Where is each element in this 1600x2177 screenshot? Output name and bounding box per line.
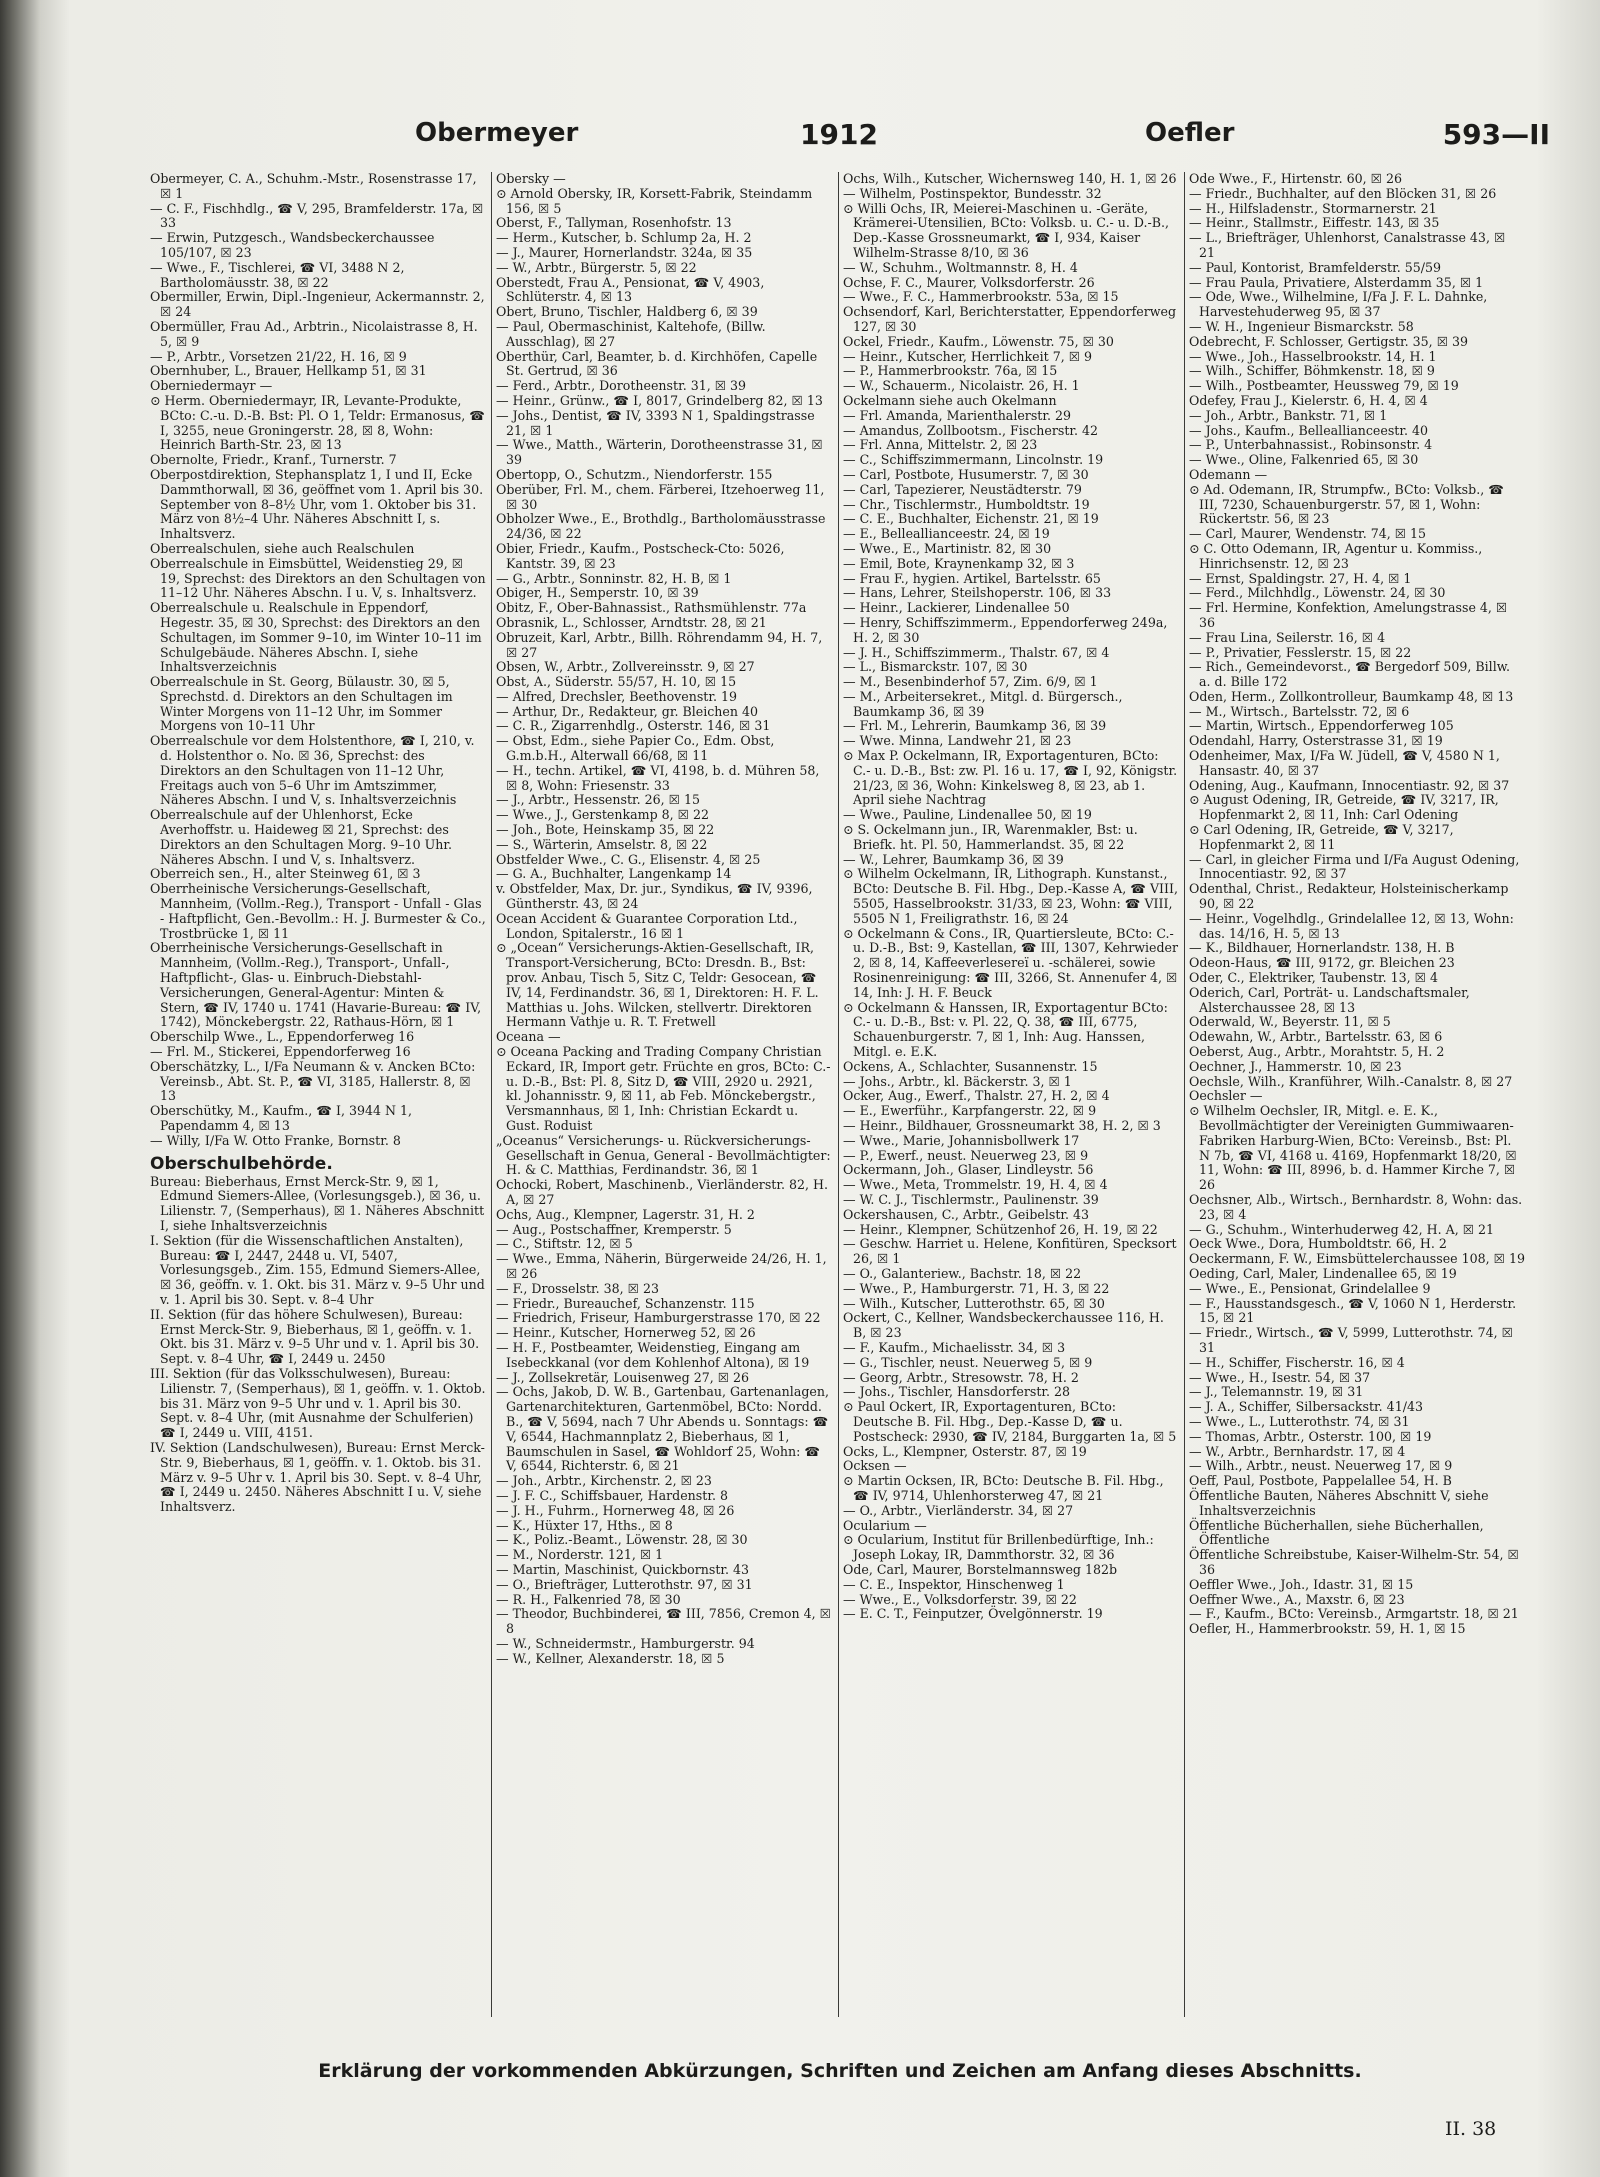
- directory-entry: — Joh., Arbtr., Bankstr. 71, ☒ 1: [1189, 407, 1388, 423]
- directory-entry: Oeffler Wwe., Joh., Idastr. 31, ☒ 15: [1189, 1576, 1414, 1592]
- directory-entry: Ochs, Wilh., Kutscher, Wichernsweg 140, H. 1, ☒ 26: [843, 172, 1177, 186]
- directory-entry: — M., Norderstr. 121, ☒ 1: [496, 1547, 664, 1563]
- directory-entry: — Wwe., F., Tischlerei, ☎ VI, 3488 N 2, Bartholomäusstr. 38, ☒ 22: [150, 259, 405, 290]
- directory-entry: — Georg, Arbtr., Stresowstr. 78, H. 2: [843, 1369, 1079, 1385]
- directory-entry: — C., Stiftstr. 12, ☒ 5: [496, 1236, 633, 1252]
- directory-entry: Odebrecht, F. Schlosser, Gertigstr. 35, ☒ 39: [1189, 333, 1469, 349]
- directory-entry: Obermiller, Erwin, Dipl.-Ingenieur, Ackermannstr. 2, ☒ 24: [150, 289, 485, 320]
- directory-entry: — Wwe., J., Gerstenkamp 8, ☒ 22: [496, 807, 709, 823]
- page-header: [400, 118, 1550, 158]
- directory-entry: — Wwe., F. C., Hammerbrookstr. 53a, ☒ 15: [843, 289, 1119, 305]
- directory-entry: — J. A., Schiffer, Silbersackstr. 41/43: [1189, 1399, 1423, 1415]
- directory-entry: — Herm., Kutscher, b. Schlump 2a, H. 2: [496, 230, 752, 246]
- directory-entry: Odefey, Frau J., Kielerstr. 6, H. 4, ☒ 4: [1189, 392, 1428, 408]
- directory-entry: — Frl. Anna, Mittelstr. 2, ☒ 23: [843, 437, 1038, 453]
- directory-entry: Oberrealschule u. Realschule in Eppendorf, Hegestr. 35, ☒ 30, Sprechst: des Direktors an den Schultagen, im Sommer 9–10, im Winter 10–11 im Schulgebäude. Näheres Abschn. I, siehe Inhaltsverzeichnis: [150, 600, 482, 675]
- directory-entry: Oefler, H., Hammerbrookstr. 59, H. 1, ☒ 15: [1189, 1621, 1466, 1637]
- directory-entry: — W. H., Ingenieur Bismarckstr. 58: [1189, 318, 1414, 334]
- directory-entry: Oeding, Carl, Maler, Lindenallee 65, ☒ 19: [1189, 1265, 1457, 1281]
- directory-entry: Oderwald, W., Beyerstr. 11, ☒ 5: [1189, 1014, 1391, 1030]
- directory-entry: — E. C. T., Feinputzer, Övelgönnerstr. 19: [843, 1606, 1103, 1622]
- directory-entry: — H., Hilfsladenstr., Stormarnerstr. 21: [1189, 200, 1437, 216]
- directory-entry: ⊙ Wilhelm Oechsler, IR, Mitgl. e. E. K., Bevollmächtigter der Vereinigten Gummiwaaren-Fabriken Harburg-Wien, BCto: Vereinsb., Bst: Pl. N 7b, ☎ VI, 4168 u. 4169, Hopfenmarkt 18/20, ☒ 11, Wohn: ☎ III, 8996, b. d. Hammer Kirche 7, ☒ 26: [1189, 1103, 1517, 1193]
- directory-entry: — Johs., Arbtr., kl. Bäckerstr. 3, ☒ 1: [843, 1073, 1072, 1089]
- directory-entry: — Wwe., P., Hamburgerstr. 71, H. 3, ☒ 22: [843, 1280, 1110, 1296]
- directory-entry: Ochse, F. C., Maurer, Volksdorferstr. 26: [843, 274, 1095, 290]
- directory-entry: — P., Ewerf., neust. Neuerweg 23, ☒ 9: [843, 1147, 1089, 1163]
- directory-entry: — K., Hüxter 17, Hths., ☒ 8: [496, 1517, 673, 1533]
- directory-entry: — Carl, Tapezierer, Neustädterstr. 79: [843, 481, 1082, 497]
- directory-entry: — Wwe., Joh., Hasselbrookstr. 14, H. 1: [1189, 348, 1437, 364]
- directory-entry: — Frau F., hygien. Artikel, Bartelsstr. 65: [843, 570, 1101, 586]
- directory-entry: — Friedrich, Friseur, Hamburgerstrasse 170, ☒ 22: [496, 1310, 821, 1326]
- directory-entry: — J. H., Schiffszimmerm., Thalstr. 67, ☒ 4: [843, 644, 1110, 660]
- directory-entry: Ode Wwe., F., Hirtenstr. 60, ☒ 26: [1189, 172, 1402, 186]
- column-rule: [838, 172, 839, 2017]
- directory-entry: — Johs., Tischler, Hansdorferstr. 28: [843, 1384, 1071, 1400]
- directory-entry: — Wilh., Kutscher, Lutterothstr. 65, ☒ 30: [843, 1295, 1105, 1311]
- directory-entry: — J., Telemannstr. 19, ☒ 31: [1189, 1384, 1364, 1400]
- directory-entry: — E., Belleallianceestr. 24, ☒ 19: [843, 526, 1050, 542]
- header-year: 1912: [800, 118, 878, 151]
- directory-entry: — Wilh., Postbeamter, Heussweg 79, ☒ 19: [1189, 378, 1459, 394]
- directory-entry: — S., Wärterin, Amselstr. 8, ☒ 22: [496, 836, 708, 852]
- directory-entry: — Wwe., Matth., Wärterin, Dorotheenstrasse 31, ☒ 39: [496, 437, 823, 468]
- directory-entry: — Alfred, Drechsler, Beethovenstr. 19: [496, 688, 738, 704]
- directory-entry: ⊙ Willi Ochs, IR, Meierei-Maschinen u. -Geräte, Krämerei-Utensilien, BCto: Volksb. u. C.- u. D.-B., Dep.-Kasse Grossneumarkt, ☎ I, 934, Kaiser Wilhelm-Strasse 8/10, ☒ 36: [843, 200, 1170, 260]
- directory-entry: Oberstedt, Frau A., Pensionat, ☎ V, 4903, Schlüterstr. 4, ☒ 13: [496, 274, 765, 305]
- directory-entry: — R. H., Falkenried 78, ☒ 30: [496, 1591, 681, 1607]
- directory-entry: — Ernst, Spaldingstr. 27, H. 4, ☒ 1: [1189, 570, 1412, 586]
- directory-entry: — Carl, Maurer, Wendenstr. 74, ☒ 15: [1189, 526, 1427, 542]
- directory-entry: ⊙ „Ocean“ Versicherungs-Aktien-Gesellschaft, IR, Transport-Versicherung, BCto: Dresdn. B., Bst: prov. Anbau, Tisch 5, Sitz C, Teldr: Gesocean, ☎ IV, 14, Ferdinandstr. 36, ☒ 1, Direktoren: H. F. L. Matthias u. Johs. Wilcken, stellvertr. Direktoren Hermann Vathje u. R. T. Fretwell: [496, 940, 819, 1030]
- abbreviation-note: Erklärung der vorkommenden Abkürzungen, Schriften und Zeichen am Anfang dieses Abschnitts.: [318, 2060, 1362, 2082]
- directory-entry: — W., Arbtr., Bernhardstr. 17, ☒ 4: [1189, 1443, 1406, 1459]
- directory-entry: v. Obstfelder, Max, Dr. jur., Syndikus, ☎ IV, 9396, Güntherstr. 43, ☒ 24: [496, 881, 813, 912]
- directory-entry: — Wwe., L., Lutterothstr. 74, ☒ 31: [1189, 1413, 1410, 1429]
- directory-entry: — Heinr., Kutscher, Hornerweg 52, ☒ 26: [496, 1325, 756, 1341]
- directory-entry: — W., Schneidermstr., Hamburgerstr. 94: [496, 1635, 755, 1651]
- directory-entry: ⊙ C. Otto Odemann, IR, Agentur u. Kommiss., Hinrichsenstr. 12, ☒ 23: [1189, 540, 1483, 571]
- directory-entry: Oberrealschulen, siehe auch Realschulen: [150, 540, 415, 556]
- directory-entry: Oberthür, Carl, Beamter, b. d. Kirchhöfen, Capelle St. Gertrud, ☒ 36: [496, 348, 818, 379]
- directory-entry: Oberrealschule vor dem Holstenthore, ☎ I, 210, v. d. Holstenthor o. No. ☒ 36, Sprechst: des Direktors an den Schultagen von 11–12 Uhr, Freitags auch von 5–6 Uhr im Amtszimmer, Näheres Abschn. I und V, s. Inhaltsverzeichnis: [150, 733, 475, 808]
- directory-entry: Oeff, Paul, Postbote, Pappelallee 54, H. B: [1189, 1473, 1452, 1489]
- directory-entry: Obermüller, Frau Ad., Arbtrin., Nicolaistrasse 8, H. 5, ☒ 9: [150, 318, 478, 349]
- column-4: [1189, 172, 1525, 2017]
- directory-entry: Oeffner Wwe., A., Maxstr. 6, ☒ 23: [1189, 1591, 1405, 1607]
- directory-entry: — Frl. M., Stickerei, Eppendorferweg 16: [150, 1044, 411, 1060]
- page-number: 593—II: [1442, 118, 1550, 151]
- directory-entry: — Henry, Schiffszimmerm., Eppendorferweg 249a, H. 2, ☒ 30: [843, 614, 1168, 645]
- directory-entry: — Wwe., Oline, Falkenried 65, ☒ 30: [1189, 452, 1419, 468]
- directory-entry: Oder, C., Elektriker, Taubenstr. 13, ☒ 4: [1189, 970, 1438, 986]
- directory-entry: Oechsler —: [1189, 1088, 1263, 1104]
- directory-entry: — Joh., Arbtr., Kirchenstr. 2, ☒ 23: [496, 1473, 712, 1489]
- directory-entry: Bureau: Bieberhaus, Ernst Merck-Str. 9, ☒ 1, Edmund Siemers-Allee, (Vorlesungsgeb.), ☒ 36, u. Lilienstr. 7, (Semperhaus), ☒ 1. Näheres Abschnitt I, siehe Inhaltsverzeichnis: [150, 1173, 485, 1233]
- directory-entry: — G., Tischler, neust. Neuerweg 5, ☒ 9: [843, 1354, 1093, 1370]
- directory-entry: — Frl. Amanda, Marienthalerstr. 29: [843, 407, 1072, 423]
- sheet-signature: II. 38: [1445, 2118, 1497, 2140]
- directory-entry: Oberrheinische Versicherungs-Gesellschaft, Mannheim, (Vollm.-Reg.), Transport - Unfall - Glas - Haftpflicht, Gen.-Bevollm.: H. J. Burmester & Co., Trostbrücke 1, ☒ 11: [150, 881, 486, 941]
- directory-entry: — P., Unterbahnassist., Robinsonstr. 4: [1189, 437, 1433, 453]
- column-3: [843, 172, 1179, 2017]
- directory-entry: — C., Schiffszimmermann, Lincolnstr. 19: [843, 452, 1104, 468]
- directory-entry: — Frl. M., Lehrerin, Baumkamp 36, ☒ 39: [843, 718, 1107, 734]
- directory-entry: — Arthur, Dr., Redakteur, gr. Bleichen 40: [496, 703, 759, 719]
- directory-entry: — C. E., Buchhalter, Eichenstr. 21, ☒ 19: [843, 511, 1099, 527]
- directory-entry: — P., Privatier, Fesslerstr. 15, ☒ 22: [1189, 644, 1412, 660]
- directory-entry: ⊙ Martin Ocksen, IR, BCto: Deutsche B. Fil. Hbg., ☎ IV, 9714, Uhlenhorsterweg 47, ☒ 21: [843, 1473, 1164, 1503]
- directory-entry: Oberrealschule in Eimsbüttel, Weidenstieg 29, ☒ 19, Sprechst: des Direktors an den Schultagen von 11–12 Uhr. Näheres Abschn. I u. V, s. Inhaltsverz.: [150, 555, 486, 601]
- directory-entry: — Erwin, Putzgesch., Wandsbeckerchaussee 105/107, ☒ 23: [150, 230, 435, 260]
- directory-entry: Oden, Herm., Zollkontrolleur, Baumkamp 48, ☒ 13: [1189, 688, 1514, 704]
- directory-entry: — L., Bismarckstr. 107, ☒ 30: [843, 659, 1028, 675]
- directory-entry: Oberrealschule in St. Georg, Bülaustr. 30, ☒ 5, Sprechstd. d. Direktors an den Schultagen im Winter Morgens von 11–12 Uhr, im Sommer Morgens von 10–11 Uhr: [150, 674, 453, 734]
- directory-entry: Obst, A., Süderstr. 55/57, H. 10, ☒ 15: [496, 674, 737, 690]
- directory-entry: — Heinr., Stallmstr., Eiffestr. 143, ☒ 35: [1189, 215, 1440, 231]
- directory-entry: — Carl, Postbote, Husumerstr. 7, ☒ 30: [843, 466, 1089, 482]
- directory-entry: Oberreich sen., H., alter Steinweg 61, ☒ 3: [150, 866, 421, 882]
- directory-entry: Oberschätzky, L., I/Fa Neumann & v. Ancken BCto: Vereinsb., Abt. St. P., ☎ VI, 3185, Hallerstr. 8, ☒ 13: [150, 1058, 476, 1104]
- directory-entry: — Chr., Tischlermstr., Humboldtstr. 19: [843, 496, 1090, 512]
- directory-entry: ⊙ Carl Odening, IR, Getreide, ☎ V, 3217, Hopfenmarkt 2, ☒ 11: [1189, 822, 1454, 852]
- directory-entry: ⊙ Oceana Packing and Trading Company Christian Eckard, IR, Import getr. Früchte en gros, BCto: C.- u. D.-B., Bst: Pl. 8, Sitz D, ☎ VIII, 2920 u. 2921, kl. Johannisstr. 9, ☒ 11, ab Feb. Mönckebergstr., Versmannhaus, ☒ 1, Inh: Christian Eckardt u. Gust. Roduist: [496, 1044, 831, 1133]
- directory-entry: — Frl. Hermine, Konfektion, Amelungstrasse 4, ☒ 36: [1189, 600, 1508, 630]
- directory-entry: — Paul, Kontorist, Bramfelderstr. 55/59: [1189, 259, 1442, 275]
- directory-entry: — W., Schauerm., Nicolaistr. 26, H. 1: [843, 378, 1080, 394]
- directory-entry: ⊙ Ockelmann & Cons., IR, Quartiersleute, BCto: C.- u. D.-B., Bst: 9, Kastellan, ☎ III, 1307, Kehrwieder 2, ☒ 8, 14, Kaffeeverlesereï u. -schälerei, sowie Rosinenreinigung: ☎ III, 3266, St. Annenufer 4, ☒ 14, Inh: J. H. F. Beuck: [843, 925, 1179, 1000]
- directory-entry: — Heinr., Klempner, Schützenhof 26, H. 19, ☒ 22: [843, 1221, 1158, 1237]
- directory-entry: Öffentliche Schreibstube, Kaiser-Wilhelm-Str. 54, ☒ 36: [1189, 1547, 1519, 1577]
- directory-entry: — O., Briefträger, Lutterothstr. 97, ☒ 31: [496, 1576, 753, 1592]
- directory-entry: — F., Hausstandsgesch., ☎ V, 1060 N 1, Herderstr. 15, ☒ 21: [1189, 1295, 1517, 1326]
- directory-entry: ⊙ Wilhelm Ockelmann, IR, Lithograph. Kunstanst., BCto: Deutsche B. Fil. Hbg., Dep.-Kasse A, ☎ VIII, 5505, Hasselbrookstr. 31/33, ☒ 23, Wohn: ☎ VIII, 5505 N 1, Freiligrathstr. 16, ☒ 24: [843, 866, 1178, 926]
- directory-entry: ⊙ August Odening, IR, Getreide, ☎ IV, 3217, IR, Hopfenmarkt 2, ☒ 11, Inh: Carl Odening: [1189, 792, 1499, 823]
- column-rule: [1184, 172, 1185, 2017]
- directory-entry: — J. H., Fuhrm., Hornerweg 48, ☒ 26: [496, 1502, 735, 1518]
- directory-entry: — Heinr., Vogelhdlg., Grindelallee 12, ☒ 13, Wohn: das. 14/16, H. 5, ☒ 13: [1189, 910, 1514, 941]
- directory-entry: — Ferd., Milchhdlg., Löwenstr. 24, ☒ 30: [1189, 585, 1446, 601]
- directory-entry: — Emil, Bote, Kraynenkamp 32, ☒ 3: [843, 555, 1075, 571]
- directory-entry: Oberschulbehörde.: [150, 1153, 333, 1174]
- directory-entry: Obernhuber, L., Brauer, Hellkamp 51, ☒ 31: [150, 363, 427, 379]
- directory-entry: — Wilh., Arbtr., neust. Neuerweg 17, ☒ 9: [1189, 1458, 1453, 1474]
- directory-entry: — Johs., Kaufm., Belleallianceestr. 40: [1189, 422, 1429, 438]
- directory-entry: Ockermann, Joh., Glaser, Lindleystr. 56: [843, 1162, 1094, 1178]
- directory-entry: — H., techn. Artikel, ☎ VI, 4198, b. d. Mühren 58, ☒ 8, Wohn: Friesenstr. 33: [496, 762, 820, 793]
- directory-entry: — Theodor, Buchbinderei, ☎ III, 7856, Cremon 4, ☒ 8: [496, 1606, 831, 1637]
- directory-entry: — F., Kaufm., Michaelisstr. 34, ☒ 3: [843, 1339, 1066, 1355]
- directory-entry: — P., Hammerbrookstr. 76a, ☒ 15: [843, 363, 1058, 379]
- directory-entry: III. Sektion (für das Volksschulwesen), Bureau: Lilienstr. 7, (Semperhaus), ☒ 1, geöffn. v. 1. Oktob. bis 31. März von 9–5 Uhr und v. 1. April bis 30. Sept. v. 8–4 Uhr, (mit Ausnahme der Schulferien) ☎ I, 2449 u. VIII, 4151.: [150, 1365, 486, 1441]
- directory-entry: — C. F., Fischhdlg., ☎ V, 295, Bramfelderstr. 17a, ☒ 33: [150, 200, 484, 231]
- directory-entry: Öffentliche Bücherhallen, siehe Bücherhallen, Öffentliche: [1189, 1517, 1484, 1548]
- directory-entry: Oceana —: [496, 1029, 561, 1045]
- directory-entry: Obier, Friedr., Kaufm., Postscheck-Cto: 5026, Kantstr. 39, ☒ 23: [496, 540, 785, 571]
- directory-entry: II. Sektion (für das höhere Schulwesen), Bureau: Ernst Merck-Str. 9, Bieberhaus, ☒ 1, geöffn. v. 1. Okt. bis 31. März v. 9–5 Uhr und v. 1. April bis 30. Sept. v. 8–4 Uhr, ☎ I, 2449 u. 2450: [150, 1306, 480, 1367]
- directory-entry: IV. Sektion (Landschulwesen), Bureau: Ernst Merck-Str. 9, Bieberhaus, ☒ 1, geöffn. v. 1. Oktob. bis 31. März v. 9–5 Uhr v. 1. April bis 30. Sept. v. 8–4 Uhr, ☎ I, 2449 u. 2450. Näheres Abschnitt I u. V, siehe Inhaltsverz.: [150, 1439, 485, 1515]
- directory-entry: — F., Drosselstr. 38, ☒ 23: [496, 1280, 660, 1296]
- directory-entry: Ockelmann siehe auch Okelmann: [843, 392, 1057, 408]
- directory-entry: Ode, Carl, Maurer, Borstelmannsweg 182b: [843, 1561, 1118, 1577]
- directory-entry: Öffentliche Bauten, Näheres Abschnitt V, siehe Inhaltsverzeichnis: [1189, 1487, 1489, 1518]
- directory-entry: Oberüber, Frl. M., chem. Färberei, Itzehoerweg 11, ☒ 30: [496, 481, 825, 512]
- directory-entry: — Johs., Dentist, ☎ IV, 3393 N 1, Spaldingstrasse 21, ☒ 1: [496, 407, 815, 438]
- directory-entry: ⊙ Max P. Ockelmann, IR, Exportagenturen, BCto: C.- u. D.-B., Bst: zw. Pl. 16 u. 17, ☎ I, 92, Königstr. 21/23, ☒ 36, Wohn: Kinkelsweg 8, ☒ 23, ab 1. April siehe Nachtrag: [843, 748, 1178, 808]
- directory-entry: — M., Besenbinderhof 57, Zim. 6/9, ☒ 1: [843, 674, 1098, 690]
- directory-entry: Odenthal, Christ., Redakteur, Holsteinischerkamp 90, ☒ 22: [1189, 881, 1509, 912]
- directory-entry: — K., Bildhauer, Hornerlandstr. 138, H. B: [1189, 940, 1455, 956]
- directory-entry: Oberrealschule auf der Uhlenhorst, Ecke Averhoffstr. u. Haideweg ☒ 21, Sprechst: des Direktors an den Schultagen Morg. 9–10 Uhr. Näheres Abschn. I und V, s. Inhaltsverz.: [150, 807, 453, 867]
- directory-entry: Obruzeit, Karl, Arbtr., Billh. Röhrendamm 94, H. 7, ☒ 27: [496, 629, 823, 660]
- directory-entry: — Heinr., Bildhauer, Grossneumarkt 38, H. 2, ☒ 3: [843, 1118, 1161, 1133]
- directory-entry: — H., Schiffer, Fischerstr. 16, ☒ 4: [1189, 1354, 1405, 1370]
- directory-entry: ⊙ Ockelmann & Hanssen, IR, Exportagentur BCto: C.- u. D.-B., Bst: v. Pl. 22, Q. 38, ☎ III, 6775, Schauenburgerstr. 7, ☒ 1, Inh: Aug. Hanssen, Mitgl. e. E.K.: [843, 999, 1168, 1060]
- directory-entry: Obiger, H., Semperstr. 10, ☒ 39: [496, 585, 699, 601]
- directory-entry: Oberrheinische Versicherungs-Gesellschaft in Mannheim, (Vollm.-Reg.), Transport-, Unfall-, Haftpflicht-, Glas- u. Einbruch-Diebstahl-Versicherungen, General-Agentur: Minten & Stern, ☎ IV, 1740 u. 1741 (Havarie-Bureau: ☎ IV, 1742), Mönckebergstr. 22, Rathaus-Hörn, ☒ 1: [150, 940, 482, 1030]
- directory-entry: Ockershausen, C., Arbtr., Geibelstr. 43: [843, 1206, 1090, 1222]
- directory-entry: Obersky —: [496, 172, 566, 186]
- directory-entry: Ochsendorf, Karl, Berichterstatter, Eppendorferweg 127, ☒ 30: [843, 304, 1177, 334]
- directory-entry: Ockel, Friedr., Kaufm., Löwenstr. 75, ☒ 30: [843, 333, 1114, 349]
- directory-entry: Oeberst, Aug., Arbtr., Morahtstr. 5, H. 2: [1189, 1044, 1445, 1060]
- directory-entry: Obitz, F., Ober-Bahnassist., Rathsmühlenstr. 77a: [496, 600, 807, 616]
- directory-entry: — Ferd., Arbtr., Dorotheenstr. 31, ☒ 39: [496, 378, 747, 394]
- directory-entry: — Wwe., H., Isestr. 54, ☒ 37: [1189, 1369, 1371, 1385]
- directory-entry: Obermeyer, C. A., Schuhm.-Mstr., Rosenstrasse 17, ☒ 1: [150, 172, 477, 201]
- directory-entry: Ocker, Aug., Ewerf., Thalstr. 27, H. 2, ☒ 4: [843, 1088, 1110, 1104]
- directory-entry: — W., Arbtr., Bürgerstr. 5, ☒ 22: [496, 259, 697, 275]
- directory-entry: — M., Wirtsch., Bartelsstr. 72, ☒ 6: [1189, 703, 1410, 719]
- directory-entry: ⊙ Ad. Odemann, IR, Strumpfw., BCto: Volksb., ☎ III, 7230, Schauenburgerstr. 57, ☒ 1, Wohn: Rückertstr. 56, ☒ 23: [1189, 481, 1504, 527]
- directory-entry: — Heinr., Kutscher, Herrlichkeit 7, ☒ 9: [843, 348, 1093, 364]
- directory-entry: — Wilh., Schiffer, Böhmkenstr. 18, ☒ 9: [1189, 363, 1435, 379]
- directory-entry: — J. F. C., Schiffsbauer, Hardenstr. 8: [496, 1487, 728, 1503]
- directory-entry: Odenheimer, Max, I/Fa W. Jüdell, ☎ V, 4580 N 1, Hansastr. 40, ☒ 37: [1189, 748, 1500, 778]
- directory-entry: Oechsle, Wilh., Kranführer, Wilh.-Canalstr. 8, ☒ 27: [1189, 1073, 1513, 1089]
- directory-entry: Oechner, J., Hammerstr. 10, ☒ 23: [1189, 1058, 1402, 1074]
- directory-entry: — Heinr., Lackierer, Lindenallee 50: [843, 600, 1070, 616]
- directory-entry: — Frau Lina, Seilerstr. 16, ☒ 4: [1189, 629, 1386, 645]
- directory-entry: — Wwe., E., Volksdorferstr. 39, ☒ 22: [843, 1591, 1077, 1607]
- directory-entry: Ocean Accident & Guarantee Corporation Ltd., London, Spitalerstr., 16 ☒ 1: [496, 910, 798, 941]
- directory-entry: ⊙ Herm. Oberniedermayr, IR, Levante-Produkte, BCto: C.-u. D.-B. Bst: Pl. O 1, Teldr: Ermanosus, ☎ I, 3255, neue Groningerstr. 28, ☒ 8, Wohn: Heinrich Barth-Str. 23, ☒ 13: [150, 392, 485, 453]
- directory-entry: — Wwe. Minna, Landwehr 21, ☒ 23: [843, 733, 1072, 749]
- directory-entry: — Rich., Gemeindevorst., ☎ Bergedorf 509, Billw. a. d. Bille 172: [1189, 659, 1511, 690]
- directory-entry: — F., Kaufm., BCto: Vereinsb., Armgartstr. 18, ☒ 21: [1189, 1606, 1519, 1622]
- directory-entry: — Wwe., Marie, Johannisbollwerk 17: [843, 1132, 1080, 1148]
- directory-entry: — Carl, in gleicher Firma und I/Fa August Odening, Innocentiastr. 92, ☒ 37: [1189, 851, 1520, 882]
- directory-entry: — W. C. J., Tischlermstr., Paulinenstr. 39: [843, 1191, 1099, 1207]
- directory-entry: — K., Poliz.-Beamt., Löwenstr. 28, ☒ 30: [496, 1532, 748, 1548]
- directory-entry: Oeck Wwe., Dora, Humboldtstr. 66, H. 2: [1189, 1236, 1447, 1252]
- column-2: [496, 172, 832, 2017]
- directory-entry: — W., Schuhm., Woltmannstr. 8, H. 4: [843, 259, 1078, 275]
- directory-entry: — Wilhelm, Postinspektor, Bundesstr. 32: [843, 185, 1102, 201]
- directory-entry: — J., Zollsekretär, Louisenweg 27, ☒ 26: [496, 1369, 750, 1385]
- directory-entry: — Ochs, Jakob, D. W. B., Gartenbau, Gartenanlagen, Gartenarchitekturen, Gartenmöbel, BCto: Nordd. B., ☎ V, 5694, nach 7 Uhr Abends u. Sonntags: ☎ V, 6544, Hachmannplatz 2, Bieberhaus, ☒ 1, Baumschulen in Sasel, ☎ Wohldorf 25, Wohn: ☎ V, 6544, Richterstr. 6, ☒ 21: [496, 1384, 829, 1474]
- directory-entry: — O., Arbtr., Vierländerstr. 34, ☒ 27: [843, 1502, 1074, 1518]
- directory-entry: Ochs, Aug., Klempner, Lagerstr. 31, H. 2: [496, 1206, 755, 1222]
- directory-entry: — Martin, Wirtsch., Eppendorferweg 105: [1189, 718, 1454, 734]
- directory-entry: — Obst, Edm., siehe Papier Co., Edm. Obst, G.m.b.H., Alterwall 66/68, ☒ 11: [496, 733, 775, 764]
- directory-entry: Ockert, C., Kellner, Wandsbeckerchaussee 116, H. B, ☒ 23: [843, 1310, 1164, 1341]
- directory-entry: Oberschütky, M., Kaufm., ☎ I, 3944 N 1, Papendamm 4, ☒ 13: [150, 1103, 413, 1133]
- directory-entry: — M., Arbeitersekret., Mitgl. d. Bürgersch., Baumkamp 36, ☒ 39: [843, 688, 1123, 719]
- directory-entry: Odening, Aug., Kaufmann, Innocentiastr. 92, ☒ 37: [1189, 777, 1510, 793]
- directory-entry: Oderich, Carl, Porträt- u. Landschaftsmaler, Alsterchaussee 28, ☒ 13: [1189, 984, 1470, 1015]
- header-right-name: Oefler: [1145, 118, 1235, 148]
- directory-entry: — Willy, I/Fa W. Otto Franke, Bornstr. 8: [150, 1132, 401, 1148]
- directory-entry: — Wwe., E., Martinistr. 82, ☒ 30: [843, 540, 1052, 556]
- directory-entry: I. Sektion (für die Wissenschaftlichen Anstalten), Bureau: ☎ I, 2447, 2448 u. VI, 5407, Vorlesungsgeb., Zim. 155, Edmund Siemers-Allee, ☒ 36, geöffn. v. 1. Okt. bis 31. März v. 9–5 Uhr und v. 1. April bis 30. Sept. v. 8–4 Uhr: [150, 1232, 485, 1307]
- directory-entry: Oberst, F., Tallyman, Rosenhofstr. 13: [496, 215, 732, 231]
- directory-entry: Oeckermann, F. W., Eimsbüttelerchaussee 108, ☒ 19: [1189, 1251, 1525, 1267]
- directory-entry: ⊙ Paul Ockert, IR, Exportagenturen, BCto: Deutsche B. Fil. Hbg., Dep.-Kasse D, ☎ u. Postscheck: 2930, ☎ IV, 2184, Burggarten 1a, ☒ 5: [843, 1399, 1177, 1444]
- directory-entry: Odewahn, W., Arbtr., Bartelsstr. 63, ☒ 6: [1189, 1029, 1443, 1045]
- directory-entry: — J., Maurer, Hornerlandstr. 324a, ☒ 35: [496, 244, 753, 260]
- directory-entry: Odemann —: [1189, 466, 1268, 482]
- directory-entry: — Wwe., Emma, Näherin, Bürgerweide 24/26, H. 1, ☒ 26: [496, 1251, 827, 1281]
- directory-entry: — Wwe., Pauline, Lindenallee 50, ☒ 19: [843, 807, 1092, 823]
- directory-entry: ⊙ Ocularium, Institut für Brillenbedürftige, Inh.: Joseph Lokay, IR, Dammthorstr. 32, ☒ 36: [843, 1532, 1154, 1563]
- directory-entry: Ocksen —: [843, 1458, 907, 1474]
- directory-entry: Oberniedermayr —: [150, 378, 273, 394]
- directory-entry: — C. R., Zigarrenhdlg., Osterstr. 146, ☒ 31: [496, 718, 771, 734]
- directory-entry: Obholzer Wwe., E., Brothdlg., Bartholomäusstrasse 24/36, ☒ 22: [496, 511, 826, 542]
- directory-entry: „Oceanus“ Versicherungs- u. Rückversicherungs-Gesellschaft in Genua, General - Bevollmächtigter: H. & C. Matthias, Ferdinandstr. 36, ☒ 1: [496, 1132, 831, 1178]
- directory-entry: ⊙ S. Ockelmann jun., IR, Warenmakler, Bst: u. Briefk. ht. Pl. 50, Hammerlandst. 35, ☒ 22: [843, 822, 1138, 852]
- directory-entry: — H. F., Postbeamter, Weidenstieg, Eingang am Isebeckkanal (vor dem Kohlenhof Altona), ☒ 19: [496, 1339, 810, 1370]
- directory-entry: Obert, Bruno, Tischler, Haldberg 6, ☒ 39: [496, 304, 758, 320]
- directory-entry: — W., Lehrer, Baumkamp 36, ☒ 39: [843, 851, 1064, 867]
- directory-entry: — E., Ewerführ., Karpfangerstr. 22, ☒ 9: [843, 1103, 1097, 1119]
- directory-entry: — L., Briefträger, Uhlenhorst, Canalstrasse 43, ☒ 21: [1189, 230, 1506, 260]
- directory-entry: — Wwe., Meta, Trommelstr. 19, H. 4, ☒ 4: [843, 1177, 1108, 1193]
- directory-entry: — Hans, Lehrer, Steilshoperstr. 106, ☒ 33: [843, 585, 1112, 601]
- directory-entry: — Paul, Obermaschinist, Kaltehofe, (Billw. Ausschlag), ☒ 27: [496, 318, 766, 349]
- directory-entry: Ochocki, Robert, Maschinenb., Vierländerstr. 82, H. A, ☒ 27: [496, 1177, 828, 1207]
- column-rule: [491, 172, 492, 2017]
- directory-entry: ⊙ Arnold Obersky, IR, Korsett-Fabrik, Steindamm 156, ☒ 5: [496, 185, 813, 216]
- column-1: [150, 172, 486, 2017]
- directory-entry: — Wwe., E., Pensionat, Grindelallee 9: [1189, 1280, 1431, 1296]
- directory-entry: — C. E., Inspektor, Hinschenweg 1: [843, 1576, 1065, 1592]
- directory-entry: Ocks, L., Klempner, Osterstr. 87, ☒ 19: [843, 1443, 1087, 1459]
- directory-entry: — Friedr., Wirtsch., ☎ V, 5999, Lutterothstr. 74, ☒ 31: [1189, 1325, 1513, 1355]
- directory-entry: — O., Galanteriew., Bachstr. 18, ☒ 22: [843, 1265, 1082, 1281]
- directory-entry: — Frau Paula, Privatiere, Alsterdamm 35, ☒ 1: [1189, 274, 1484, 290]
- directory-entry: — G. A., Buchhalter, Langenkamp 14: [496, 866, 732, 882]
- directory-entry: — Thomas, Arbtr., Osterstr. 100, ☒ 19: [1189, 1428, 1432, 1444]
- directory-entry: — Martin, Maschinist, Quickbornstr. 43: [496, 1561, 750, 1577]
- header-left-name: Obermeyer: [415, 118, 579, 148]
- directory-entry: Odeon-Haus, ☎ III, 9172, gr. Bleichen 23: [1189, 955, 1455, 971]
- directory-entry: Ockens, A., Schlachter, Susannenstr. 15: [843, 1058, 1098, 1074]
- directory-entry: — Aug., Postschaffner, Kremperstr. 5: [496, 1221, 732, 1237]
- directory-entry: Ocularium —: [843, 1517, 927, 1533]
- directory-entry: Odendahl, Harry, Osterstrasse 31, ☒ 19: [1189, 733, 1443, 749]
- directory-entry: — P., Arbtr., Vorsetzen 21/22, H. 16, ☒ 9: [150, 348, 407, 364]
- directory-entry: — Friedr., Bureauchef, Schanzenstr. 115: [496, 1295, 755, 1311]
- directory-entry: Oberschilp Wwe., L., Eppendorferweg 16: [150, 1029, 415, 1045]
- directory-entry: — Heinr., Grünw., ☎ I, 8017, Grindelberg 82, ☒ 13: [496, 392, 823, 408]
- directory-entry: — J., Arbtr., Hessenstr. 26, ☒ 15: [496, 792, 701, 808]
- directory-entry: Obstfelder Wwe., C. G., Elisenstr. 4, ☒ 25: [496, 851, 761, 867]
- directory-entry: — W., Kellner, Alexanderstr. 18, ☒ 5: [496, 1650, 725, 1666]
- directory-entry: — Amandus, Zollbootsm., Fischerstr. 42: [843, 422, 1099, 438]
- directory-entry: — Ode, Wwe., Wilhelmine, I/Fa J. F. L. Dahnke, Harvestehuderweg 95, ☒ 37: [1189, 289, 1488, 320]
- directory-entry: Oberpostdirektion, Stephansplatz 1, I und II, Ecke Dammthorwall, ☒ 36, geöffnet vom 1. April bis 30. September von 8–8½ Uhr, vom 1. Oktober bis 31. März von 8½–4 Uhr. Näheres Abschnitt I, s. Inhaltsverz.: [150, 466, 484, 542]
- directory-entry: — Joh., Bote, Heinskamp 35, ☒ 22: [496, 822, 715, 838]
- directory-entry: — Friedr., Buchhalter, auf den Blöcken 31, ☒ 26: [1189, 185, 1497, 201]
- directory-entry: — G., Arbtr., Sonninstr. 82, H. B, ☒ 1: [496, 570, 732, 586]
- directory-entry: Oechsner, Alb., Wirtsch., Bernhardstr. 8, Wohn: das. 23, ☒ 4: [1189, 1191, 1523, 1222]
- directory-entry: Obertopp, O., Schutzm., Niendorferstr. 155: [496, 466, 773, 482]
- directory-entry: — G., Schuhm., Winterhuderweg 42, H. A, ☒ 21: [1189, 1221, 1495, 1237]
- directory-entry: Obrasnik, L., Schlosser, Arndtstr. 28, ☒ 21: [496, 614, 767, 630]
- directory-entry: — Geschw. Harriet u. Helene, Konfitüren, Specksort 26, ☒ 1: [843, 1236, 1177, 1267]
- directory-entry: Obsen, W., Arbtr., Zollvereinsstr. 9, ☒ 27: [496, 659, 755, 675]
- directory-entry: Obernolte, Friedr., Kranf., Turnerstr. 7: [150, 452, 397, 468]
